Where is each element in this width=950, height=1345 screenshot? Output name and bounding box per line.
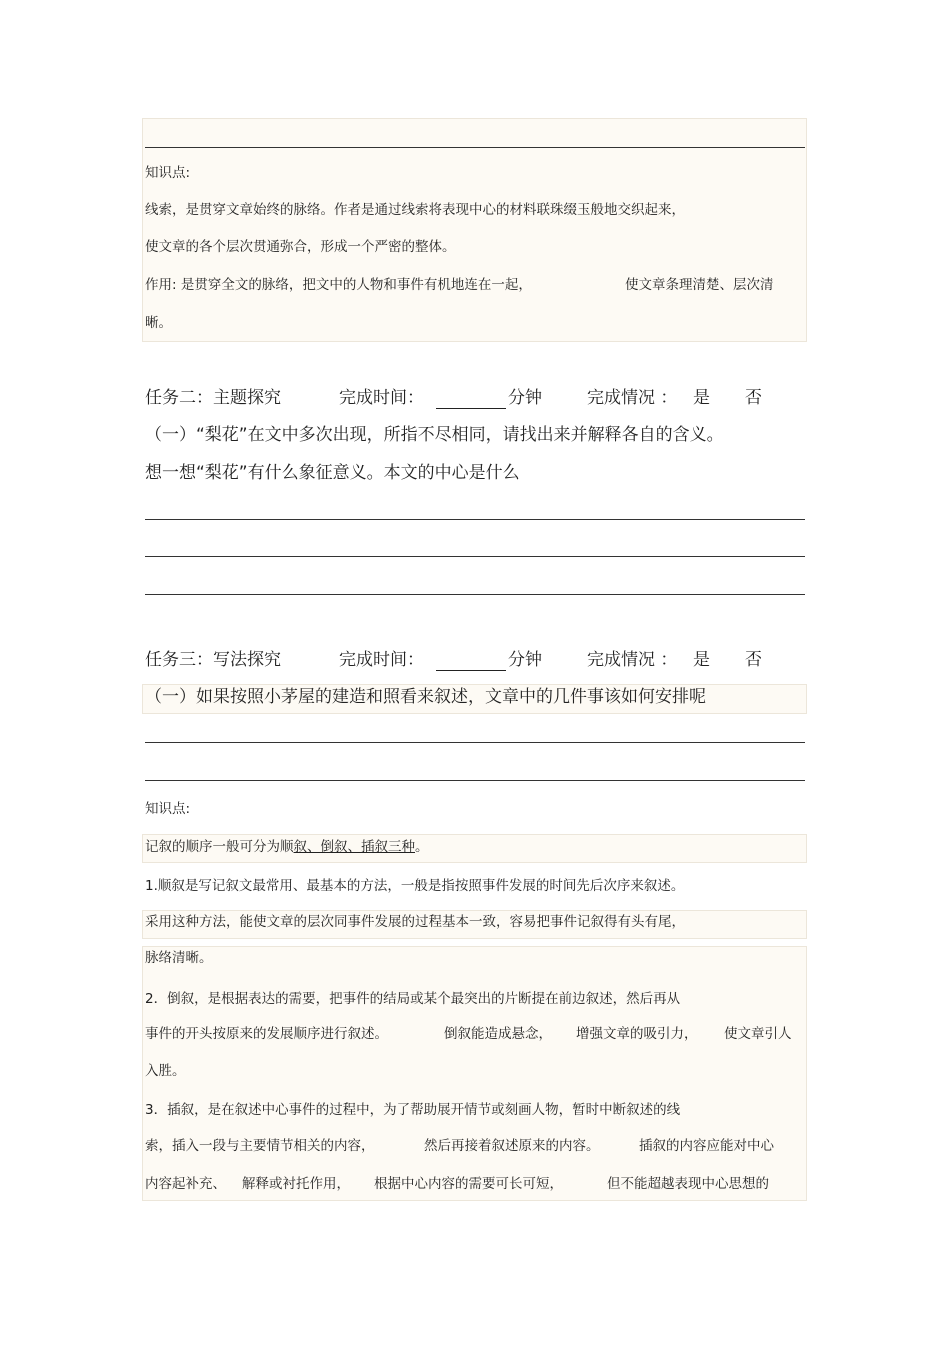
knowledge-text: 1.顺叙是写记叙文最常用、最基本的方法，一般是指按照事件发展的时间先后次序来叙述。 (145, 878, 685, 894)
knowledge-heading: 知识点: (145, 801, 191, 817)
knowledge-text: 使文章条理清楚、层次清 (625, 277, 774, 293)
time-label: 完成时间： (339, 388, 424, 408)
knowledge-text: 作用: 是贯穿全文的脉络，把文中的人物和事件有机地连在一起， (145, 277, 532, 293)
knowledge-text: 然后再接着叙述原来的内容。 (424, 1138, 600, 1154)
status-yes-option[interactable]: 是 (693, 388, 710, 408)
knowledge-text: 脉络清晰。 (145, 950, 213, 966)
status-label: 完成情况 ： (587, 650, 678, 670)
knowledge-text: 事件的开头按原来的发展顺序进行叙述。 (145, 1026, 388, 1042)
knowledge-text: 内容起补充、 (145, 1176, 226, 1192)
status-yes-option[interactable]: 是 (693, 650, 710, 670)
knowledge-text: 使文章引人 (724, 1026, 792, 1042)
answer-line[interactable] (145, 594, 805, 595)
knowledge-text (145, 838, 429, 856)
answer-line[interactable] (145, 556, 805, 557)
knowledge-text: 解释或衬托作用， (242, 1176, 350, 1192)
intro-end: 。 (415, 839, 429, 855)
answer-line[interactable] (145, 519, 805, 520)
knowledge-box-narrative (142, 946, 807, 1201)
knowledge-text: 插叙的内容应能对中心 (639, 1138, 774, 1154)
knowledge-text: 线索，是贯穿文章始终的脉络。作者是通过线索将表现中心的材料联珠缀玉般地交织起来， (145, 202, 685, 218)
question-text: （一）如果按照小茅屋的建造和照看来叙述，文章中的几件事该如何安排呢 (145, 687, 706, 707)
knowledge-text: 3．插叙，是在叙述中心事件的过程中，为了帮助展开情节或刻画人物，暂时中断叙述的线 (145, 1102, 681, 1118)
task-title: 任务二：主题探究 (145, 388, 281, 408)
status-no-option[interactable]: 否 (745, 650, 762, 670)
status-no-option[interactable]: 否 (745, 388, 762, 408)
knowledge-text: 晰。 (145, 315, 172, 331)
time-unit: 分钟 (508, 650, 542, 670)
time-unit: 分钟 (508, 388, 542, 408)
knowledge-text: 增强文章的吸引力， (576, 1026, 698, 1042)
question-text: （一）“梨花”在文中多次出现，所指不尽相同，请找出来并解释各自的含义。 (145, 425, 724, 445)
intro-underlined: 叙、倒叙、插叙三种 (293, 839, 415, 855)
answer-line[interactable] (145, 780, 805, 781)
answer-line (145, 147, 805, 148)
knowledge-text: 使文章的各个层次贯通弥合，形成一个严密的整体。 (145, 239, 456, 255)
question-text: 想一想“梨花”有什么象征意义。本文的中心是什么 (145, 463, 520, 483)
knowledge-text: 采用这种方法，能使文章的层次同事件发展的过程基本一致，容易把事件记叙得有头有尾， (145, 914, 685, 930)
task-title: 任务三：写法探究 (145, 650, 281, 670)
knowledge-text: 入胜。 (145, 1063, 186, 1079)
intro-text: 记叙的顺序一般可分为顺 (145, 839, 294, 855)
answer-line[interactable] (145, 742, 805, 743)
time-blank[interactable] (436, 649, 506, 671)
knowledge-text: 倒叙能造成悬念， (444, 1026, 552, 1042)
knowledge-text: 2．倒叙，是根据表达的需要，把事件的结局或某个最突出的片断提在前边叙述，然后再从 (145, 991, 681, 1007)
knowledge-text: 但不能超越表现中心思想的 (607, 1176, 769, 1192)
time-label: 完成时间： (339, 650, 424, 670)
time-blank[interactable] (436, 387, 506, 409)
knowledge-box-clue (142, 118, 807, 342)
knowledge-heading: 知识点: (145, 165, 191, 181)
knowledge-text: 索，插入一段与主要情节相关的内容， (145, 1138, 375, 1154)
knowledge-text: 根据中心内容的需要可长可短， (374, 1176, 563, 1192)
status-label: 完成情况 ： (587, 388, 678, 408)
